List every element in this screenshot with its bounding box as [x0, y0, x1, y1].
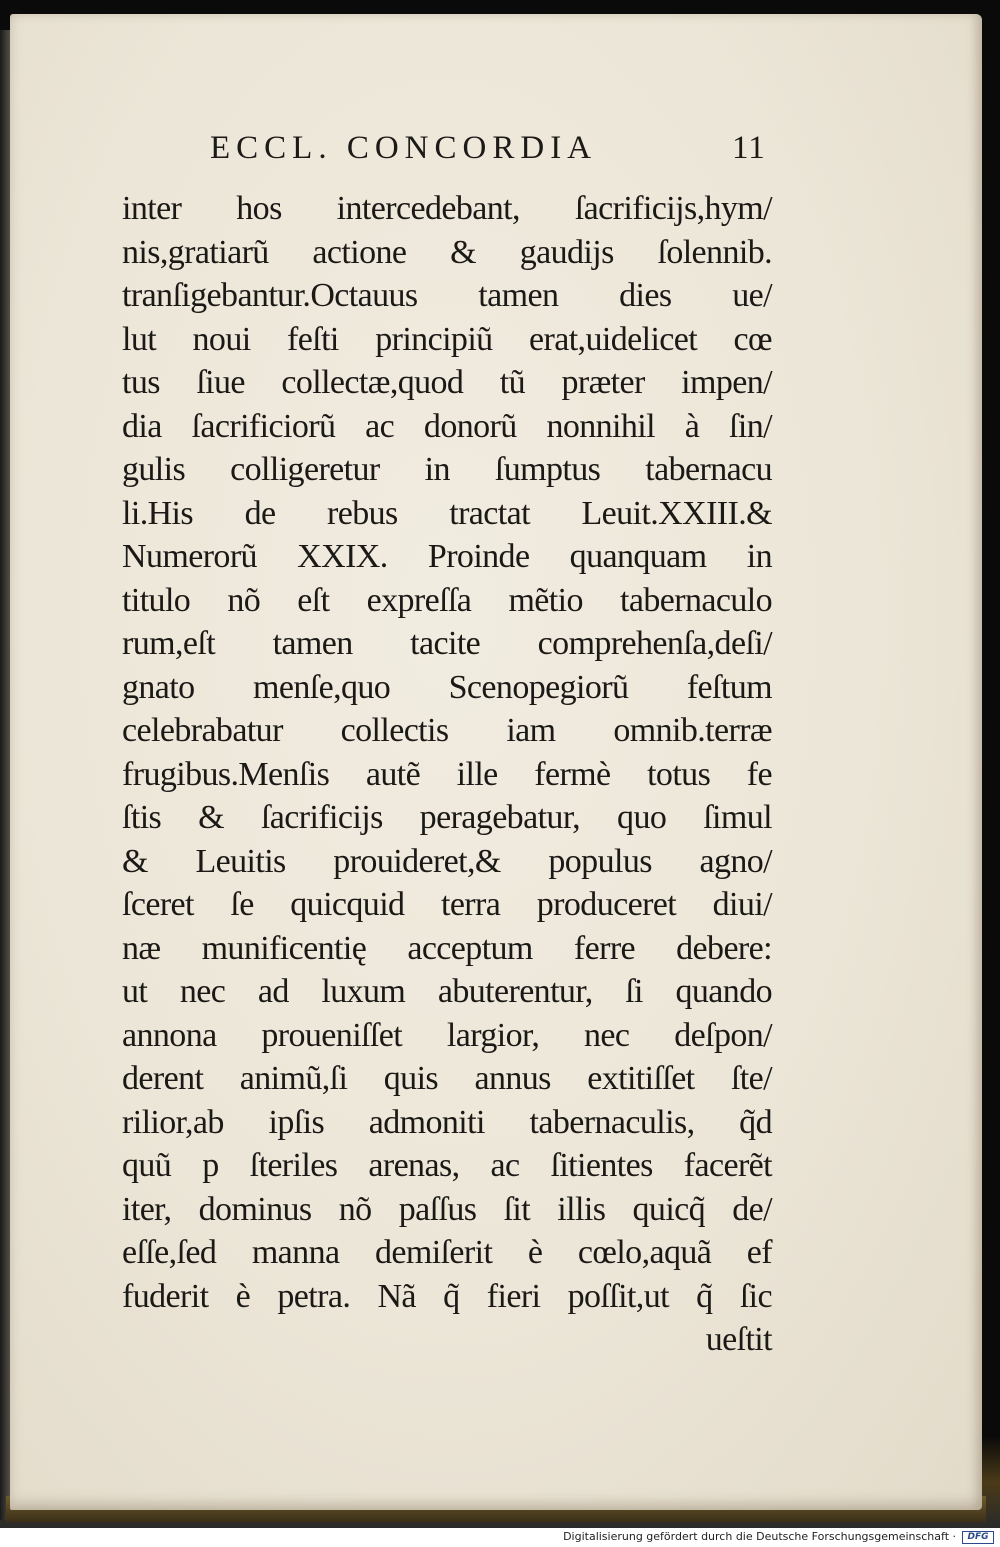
text-line: frugibus.Menſis autẽ ille fermè totus fe: [122, 755, 772, 793]
text-line: celebrabatur collectis iam omnib.terræ: [122, 712, 772, 749]
text-line: quũ p ſteriles arenas, ac ſitientes facerẽt: [122, 1147, 772, 1184]
text-line: nis,gratiarũ actione & gaudijs ſolennib.: [122, 233, 772, 271]
text-line: rum,eſt tamen tacite comprehenſa,deſi/: [122, 625, 772, 662]
text-line: iter, dominus nõ paſſus ſit illis quicq̃ de/: [122, 1190, 772, 1228]
text-line: lut noui feſti principiũ erat,uidelicet cœ: [122, 320, 772, 358]
text-line: gnato menſe,quo Scenopegiorũ feſtum: [122, 668, 772, 706]
text-line: dia ſacrificiorũ ac donorũ nonnihil à ſin/: [122, 407, 772, 445]
text-line: annona proueniſſet largior, nec deſpon/: [122, 1016, 772, 1054]
text-line: ſtis & ſacrificijs peragebatur, quo ſimul: [122, 799, 772, 836]
text-line: tranſigebantur.Octauus tamen dies ue/: [122, 277, 772, 314]
text-line: næ munificentię acceptum ferre debere:: [122, 929, 772, 967]
text-line: fuderit è petra. Nã q̃ fieri poſſit,ut q̃ ſic: [122, 1277, 772, 1315]
text-line: inter hos intercedebant, ſacrificijs,hym/: [122, 190, 772, 227]
text-line: Numerorũ XXIX. Proinde quanquam in: [122, 538, 772, 575]
text-line: eſſe,ſed manna demiſerit è cœlo,aquã ef: [122, 1234, 772, 1271]
text-line: gulis colligeretur in ſumptus tabernacu: [122, 451, 772, 488]
funding-credit: Digitalisierung gefördert durch die Deutsche Forschungsgemeinschaft ·: [563, 1530, 956, 1543]
text-block: [122, 187, 772, 1362]
text-line: derent animũ,ſi quis annus extitiſſet ſte/: [122, 1060, 772, 1097]
text-line: tus ſiue collectæ,quod tũ præter impen/: [122, 364, 772, 401]
text-line: ut nec ad luxum abuterentur, ſi quando: [122, 973, 772, 1010]
catchword: ueſtit: [705, 1321, 772, 1358]
dfg-logo: DFG: [962, 1531, 994, 1544]
folio-number: 11: [732, 130, 766, 166]
text-line: li.His de rebus tractat Leuit.XXIII.&: [122, 494, 772, 532]
footer-bar: [0, 1528, 1000, 1547]
text-line: titulo nõ eſt expreſſa mẽtio tabernaculo: [122, 581, 772, 619]
text-line: ſceret ſe quicquid terra produceret diui/: [122, 886, 772, 923]
running-head-title: ECCL. CONCORDIA: [210, 130, 598, 166]
text-line: rilior,ab ipſis admoniti tabernaculis, q̃d: [122, 1103, 772, 1141]
text-line: & Leuitis prouideret,& populus agno/: [122, 842, 772, 880]
running-head: [210, 130, 770, 176]
